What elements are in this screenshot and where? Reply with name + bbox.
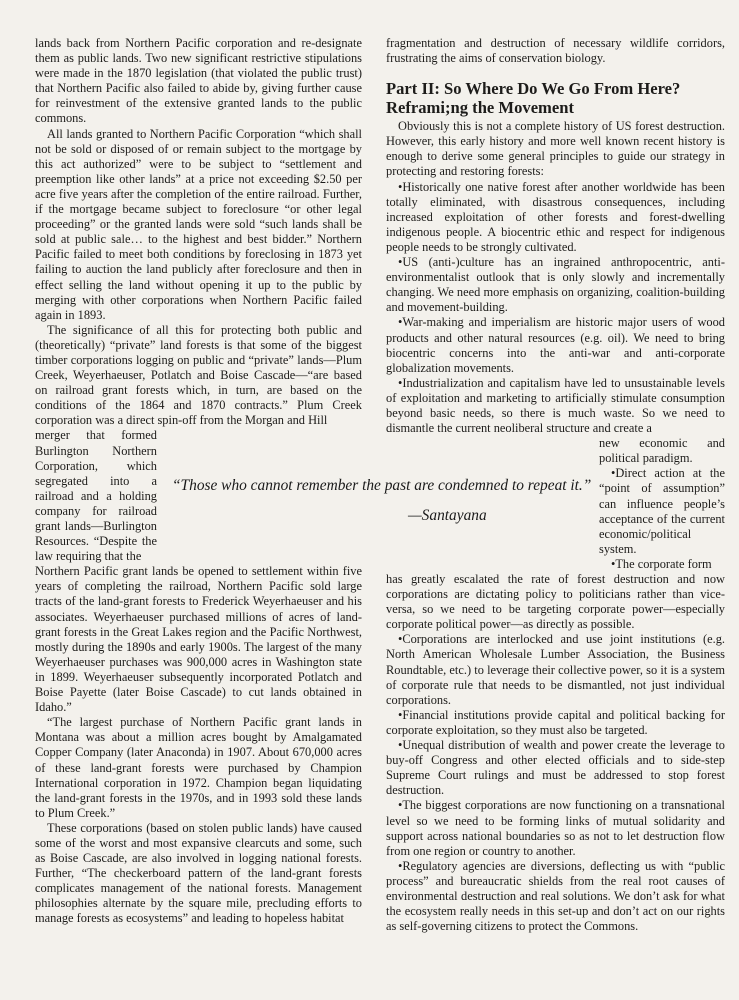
bullet-paragraph: •The biggest corporations are now functioning on a transnational level so we need to be forming links of mutual solidarity and support across national boundaries so as not to let destruction flow from one region or country to another. bbox=[386, 798, 725, 858]
section-heading: Part II: So Where Do We Go From Here? Reframi;ng the Movement bbox=[386, 79, 681, 118]
bullet-paragraph: •Corporations are interlocked and use joint institutions (e.g. North American Wholesale Lumber Association, the Business Roundtable, etc.) to leverage their collective power, so it is a system of corporate rule that needs to be dismantled, not just individual corporations. bbox=[386, 632, 725, 707]
paragraph-narrow: new economic and political paradigm. bbox=[599, 436, 725, 466]
pull-quote-text: “Those who cannot remember the past are condemned to repeat it.” bbox=[172, 477, 592, 494]
paragraph: “The largest purchase of Northern Pacific grant lands in Montana was about a million acres bought by Amalgamated Copper Company (later Anaconda) in 1907. About 670,000 acres of these land-grant forests were purchased by Champion International corporation in 1972. Champion began liquidating the land-grant forests in the 1970s, and in 1993 sold these lands to Plum Creek.” bbox=[35, 715, 362, 820]
pull-quote-attribution: —Santayana bbox=[408, 507, 487, 524]
bullet-paragraph: •Historically one native forest after another worldwide has been totally eliminated, with disastrous consequences, including increased exploitation of other forests and forest-dwelling indigenous people. A biocentric ethic and respect for indigenous people needs to be strongly cultivated. bbox=[386, 179, 725, 254]
paragraph: Obviously this is not a complete history of US forest destruction. However, this early history and more well known recent history is enough to derive some general principles to guide our strategy in protecting and restoring forests: bbox=[386, 119, 725, 179]
bullet-paragraph-narrow: •Direct action at the “point of assumption” can influence people’s acceptance of the current economic/political system. bbox=[599, 466, 725, 556]
bullet-paragraph: •Industrialization and capitalism have led to unsustainable levels of exploitation and marketing to artificially stimulate consumption beyond basic needs, so there is much waste. So we need to dismantle the current neoliberal structure and create a bbox=[386, 375, 725, 436]
paragraph-continuation: has greatly escalated the rate of forest destruction and now corporations are dictating policy to politicians rather than vice-versa, so we need to be targeting corporate power—especially corporate political power—as directly as possible. bbox=[386, 572, 725, 632]
bullet-paragraph: •Financial institutions provide capital and political backing for corporate exploitation, so they must also be targeted. bbox=[386, 707, 725, 737]
bullet-paragraph: •War-making and imperialism are historic major users of wood products and other natural resources (e.g. oil). We need to bring biocentric concerns into the anti-war and anti-corporate globalization movements. bbox=[386, 315, 725, 375]
paragraph: All lands granted to Northern Pacific Corporation “which shall not be sold or disposed of or remain subject to the mortgage by this act authorized” were to be subject to “settlement and preemption like other lands” at a price not exceeding $2.50 per acre five years after the completion of the entire railroad. Further, if the mortgage became subject to foreclosure “or other legal proceeding” or the granted lands were sold “such lands shall be sold at public sale… to the highest and best bidder.” Northern Pacific failed to meet both conditions by foreclosing in 1873 yet failing to auction the land publicly after foreclosure and then in effect selling the land without opening it up to the public by merging with other corporations when Northern Pacific failed again in 1893. bbox=[35, 126, 362, 322]
paragraph: fragmentation and destruction of necessary wildlife corridors, frustrating the aims of conservation biology. bbox=[386, 36, 725, 66]
bullet-paragraph: •Unequal distribution of wealth and power create the leverage to buy-off Congress and other elected officials and to side-step Supreme Court rulings and must be addressed to stop forest destruction. bbox=[386, 738, 725, 798]
paragraph-narrow: merger that formed Burlington Northern Corporation, which segregated into a railroad and a holding company for railroad grant lands—Burlington Resources. “Despite the law requiring that the bbox=[35, 428, 157, 564]
paragraph: These corporations (based on stolen public lands) have caused some of the worst and most expansive clearcuts and some, such as Boise Cascade, are also involved in logging national forests. Further, “The checkerboard pattern of the land-grant forests complicates management of the national forests. Management philosophies alternate by the square mile, precluding efforts to manage forests as ecosystems” and leading to hopeless habitat bbox=[35, 820, 362, 926]
paragraph: lands back from Northern Pacific corporation and re-designate them as public lands. Two new significant restrictive stipulations were made in the 1870 legislation (that violated the public trust) that Northern Pacific also failed to abide by, giving further cause for reinvestment of the extensive granted lands to the public commons. bbox=[35, 36, 362, 126]
bullet-paragraph: •US (anti-)culture has an ingrained anthropocentric, anti-environmentalist outlook that is only slowly and incrementally changing. We need more emphasis on organizing, coalition-building and movement-building. bbox=[386, 255, 725, 315]
pull-quote bbox=[172, 475, 592, 527]
paragraph-continuation: Northern Pacific grant lands be opened to settlement within five years of completing the railroad, Northern Pacific sold large tracts of the land-grant forests to Frederick Weyerhaeuser and his associates. Weyerhaeuser purchased millions of acres of land-grant forests in the Great Lakes region and the Pacific Northwest, mostly during the 1890s and early 1900s. The largest of the many Weyerhaeuser purchases was 900,000 acres in Washington state in 1899. Weyerhaeuser subsequently incorporated Potlatch and Boise Payette (later Boise Cascade) to cut lands obtained in Idaho.” bbox=[35, 564, 362, 715]
bullet-paragraph: •Regulatory agencies are diversions, deflecting us with “public process” and bureaucratic shields from the real root causes of environmental destruction and real solutions. We don’t ask for what the ecosystem really needs in this set-up and don’t act on our rights as self-governing citizens to protect the Commons. bbox=[386, 858, 725, 934]
paragraph: The significance of all this for protecting both public and (theoretically) “private” land forests is that some of the biggest timber corporations logging on public and “private” lands—Plum Creek, Weyerhaeuser, Potlatch and Boise Cascade—“are based on railroad grant forests which, in turn, are based on the conditions of the 1864 and 1870 contracts.” Plum Creek corporation was a direct spin-off from the Morgan and Hill bbox=[35, 322, 362, 428]
bullet-paragraph-narrow: •The corporate form bbox=[611, 556, 712, 571]
